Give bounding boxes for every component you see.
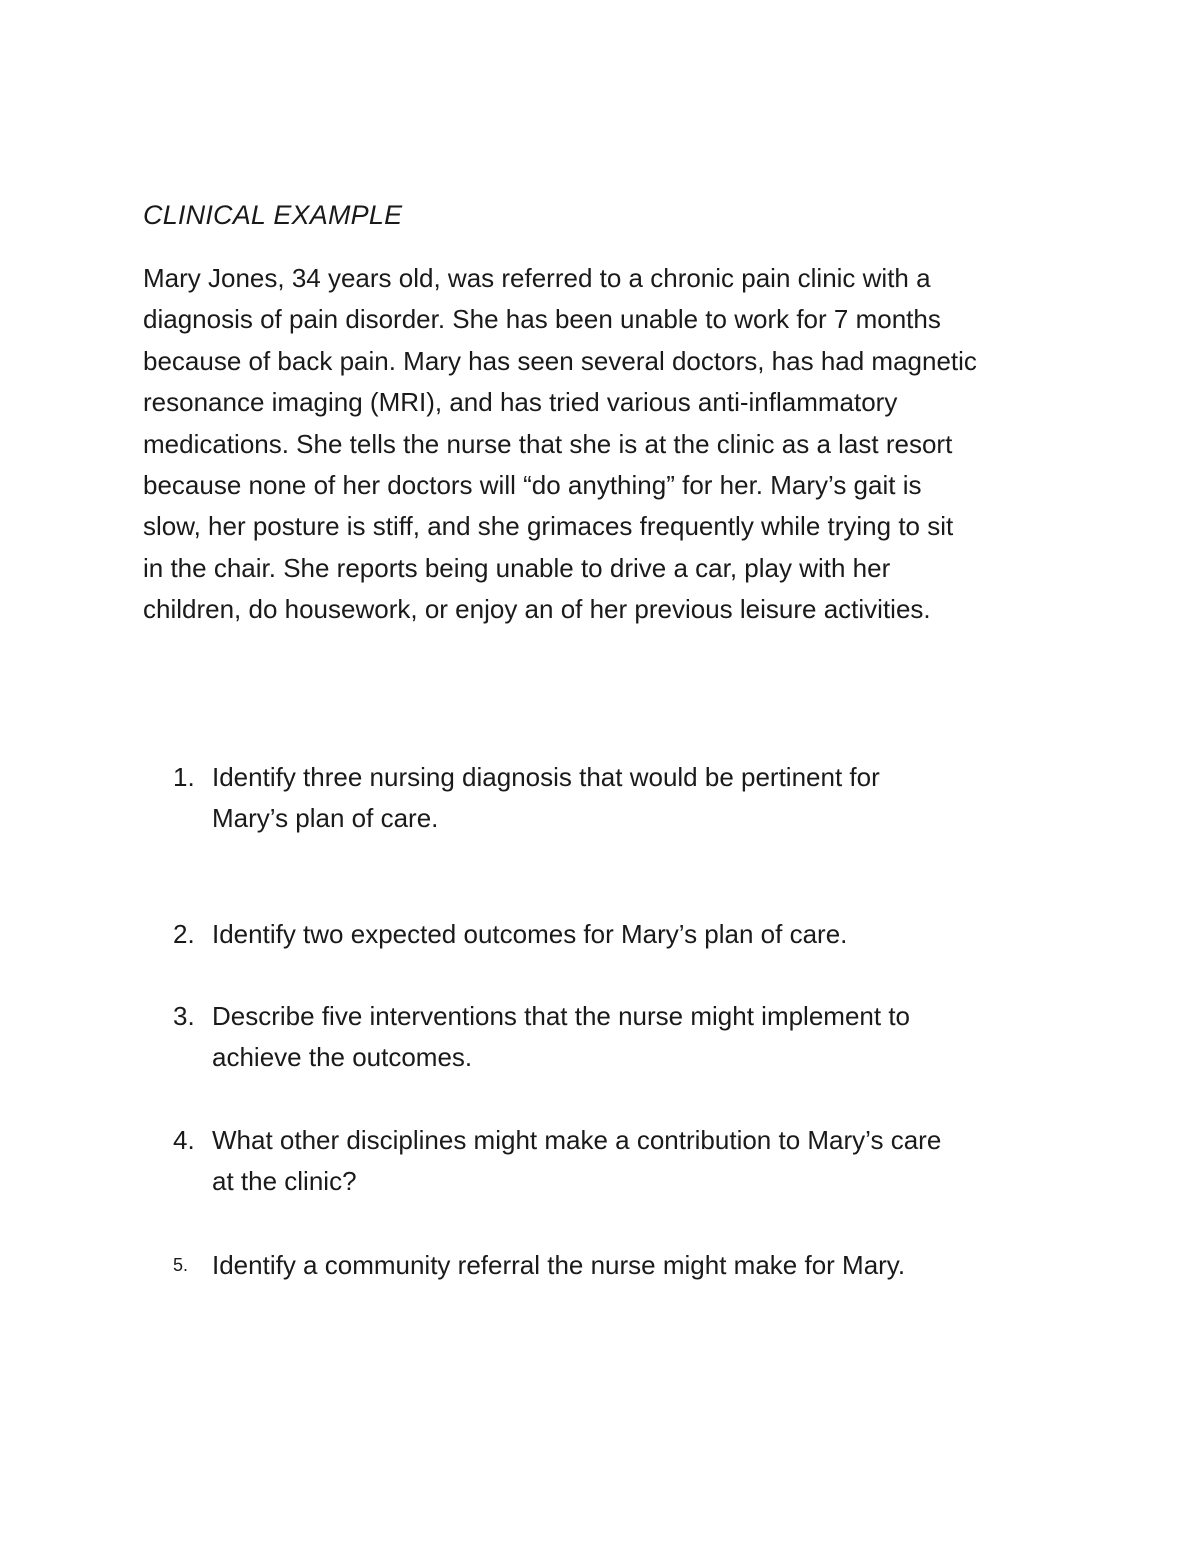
question-line: Describe five interventions that the nurse might implement to [212, 1001, 911, 1031]
paragraph-line: in the chair. She reports being unable to drive a car, play with her [143, 552, 891, 583]
document-title: CLINICAL EXAMPLE [143, 200, 403, 230]
paragraph-line: Mary Jones, 34 years old, was referred to a chronic pain clinic with a [143, 263, 931, 293]
question-text [212, 757, 1092, 840]
question-number: 2. [173, 919, 195, 949]
paragraph-line: because none of her doctors will “do anything” for her. Mary’s gait is [143, 470, 922, 501]
case-paragraph [143, 258, 1083, 631]
question-number: 5. [173, 1255, 189, 1275]
question-line: achieve the outcomes. [212, 1042, 473, 1073]
question-line: Identify a community referral the nurse might make for Mary. [212, 1250, 906, 1280]
question-number: 4. [173, 1125, 195, 1155]
paragraph-line: medications. She tells the nurse that she is at the clinic as a last resort [143, 428, 953, 459]
paragraph-line: slow, her posture is stiff, and she grimaces frequently while trying to sit [143, 511, 954, 542]
paragraph-line: diagnosis of pain disorder. She has been unable to work for 7 months [143, 304, 941, 335]
question-text [212, 1120, 1092, 1203]
question-line: Identify three nursing diagnosis that would be pertinent for [212, 762, 880, 792]
paragraph-line: children, do housework, or enjoy an of her previous leisure activities. [143, 594, 931, 625]
paragraph-line: because of back pain. Mary has seen several doctors, has had magnetic [143, 345, 977, 376]
question-line: What other disciplines might make a contribution to Mary’s care [212, 1125, 942, 1155]
question-text [212, 914, 1092, 955]
question-text [212, 1245, 1092, 1286]
question-line: Identify two expected outcomes for Mary’s plan of care. [212, 919, 848, 949]
question-number: 1. [173, 762, 195, 792]
question-text [212, 996, 1092, 1079]
question-number: 3. [173, 1001, 195, 1031]
paragraph-line: resonance imaging (MRI), and has tried various anti-inflammatory [143, 387, 898, 418]
question-line: at the clinic? [212, 1166, 357, 1197]
question-line: Mary’s plan of care. [212, 803, 439, 834]
